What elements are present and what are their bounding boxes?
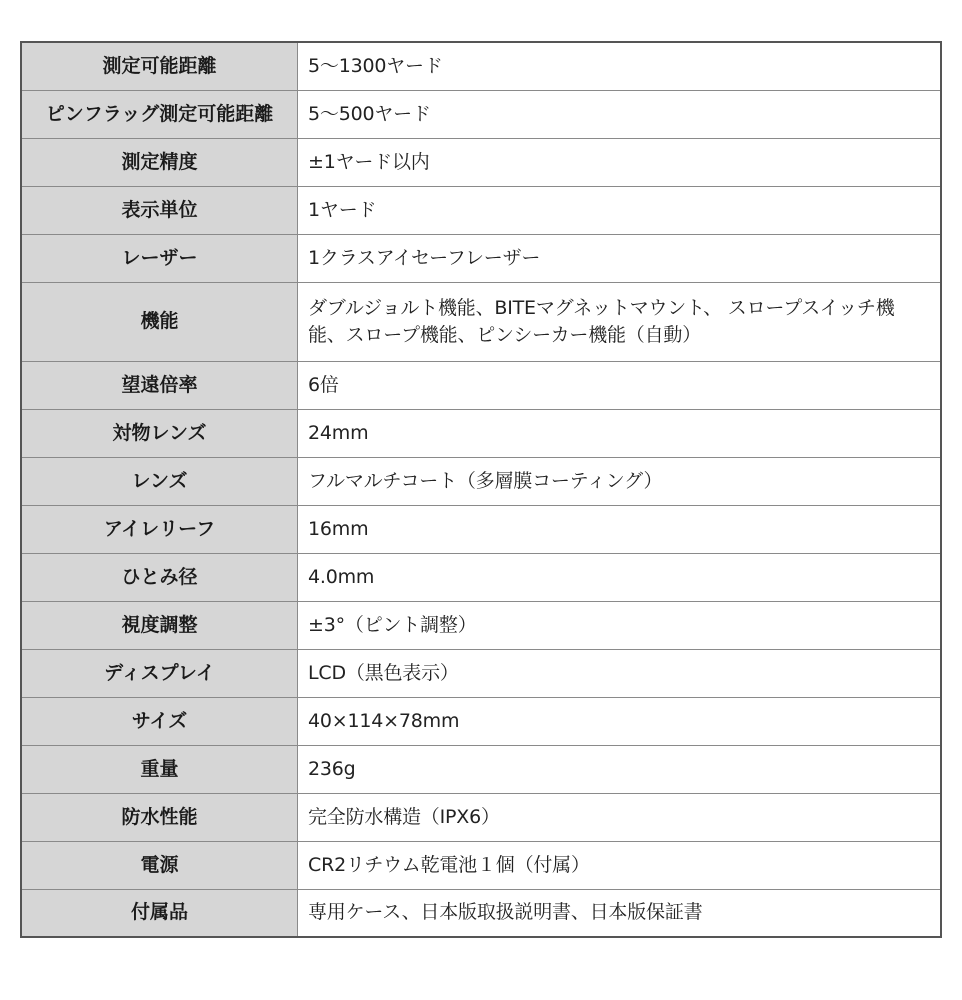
table-row: [21, 793, 941, 841]
spec-value: 4.0mm: [298, 553, 942, 601]
spec-value: 5〜500ヤード: [298, 90, 942, 138]
spec-table: [20, 41, 942, 938]
spec-label: 視度調整: [21, 601, 298, 649]
spec-value: 完全防水構造（IPX6）: [298, 793, 942, 841]
spec-label: ディスプレイ: [21, 649, 298, 697]
table-row: [21, 601, 941, 649]
spec-value: ±1ヤード以内: [298, 138, 942, 186]
table-row: [21, 697, 941, 745]
spec-label: アイレリーフ: [21, 505, 298, 553]
spec-label: 望遠倍率: [21, 361, 298, 409]
spec-value: CR2リチウム乾電池１個（付属）: [298, 841, 942, 889]
table-row: [21, 234, 941, 282]
table-row: [21, 745, 941, 793]
table-row: [21, 457, 941, 505]
spec-value: 1ヤード: [298, 186, 942, 234]
spec-label: 対物レンズ: [21, 409, 298, 457]
spec-value: 236g: [298, 745, 942, 793]
table-row: [21, 42, 941, 90]
spec-value: 6倍: [298, 361, 942, 409]
spec-value: 24mm: [298, 409, 942, 457]
spec-label: 測定精度: [21, 138, 298, 186]
spec-label: ひとみ径: [21, 553, 298, 601]
spec-label: レンズ: [21, 457, 298, 505]
spec-value: 5〜1300ヤード: [298, 42, 942, 90]
table-row: [21, 90, 941, 138]
spec-value: 専用ケース、日本版取扱説明書、日本版保証書: [298, 889, 942, 937]
spec-value: フルマルチコート（多層膜コーティング）: [298, 457, 942, 505]
table-row: [21, 553, 941, 601]
table-row: [21, 186, 941, 234]
spec-value: 40×114×78mm: [298, 697, 942, 745]
spec-label: 付属品: [21, 889, 298, 937]
spec-label: ピンフラッグ測定可能距離: [21, 90, 298, 138]
table-row: [21, 841, 941, 889]
table-row: [21, 505, 941, 553]
table-row: [21, 649, 941, 697]
table-row: [21, 409, 941, 457]
spec-value: 16mm: [298, 505, 942, 553]
table-row: [21, 889, 941, 937]
spec-label: 機能: [21, 282, 298, 361]
spec-label: 重量: [21, 745, 298, 793]
spec-label: 防水性能: [21, 793, 298, 841]
spec-value: ±3°（ピント調整）: [298, 601, 942, 649]
table-row: [21, 361, 941, 409]
spec-label: サイズ: [21, 697, 298, 745]
spec-value: LCD（黒色表示）: [298, 649, 942, 697]
table-row: [21, 138, 941, 186]
spec-value: 1クラスアイセーフレーザー: [298, 234, 942, 282]
spec-value: ダブルジョルト機能、BITEマグネットマウント、 スロープスイッチ機能、スロープ機能、ピンシーカー機能（自動）: [298, 282, 942, 361]
spec-label: 測定可能距離: [21, 42, 298, 90]
spec-label: 電源: [21, 841, 298, 889]
table-row: [21, 282, 941, 361]
spec-label: レーザー: [21, 234, 298, 282]
spec-label: 表示単位: [21, 186, 298, 234]
